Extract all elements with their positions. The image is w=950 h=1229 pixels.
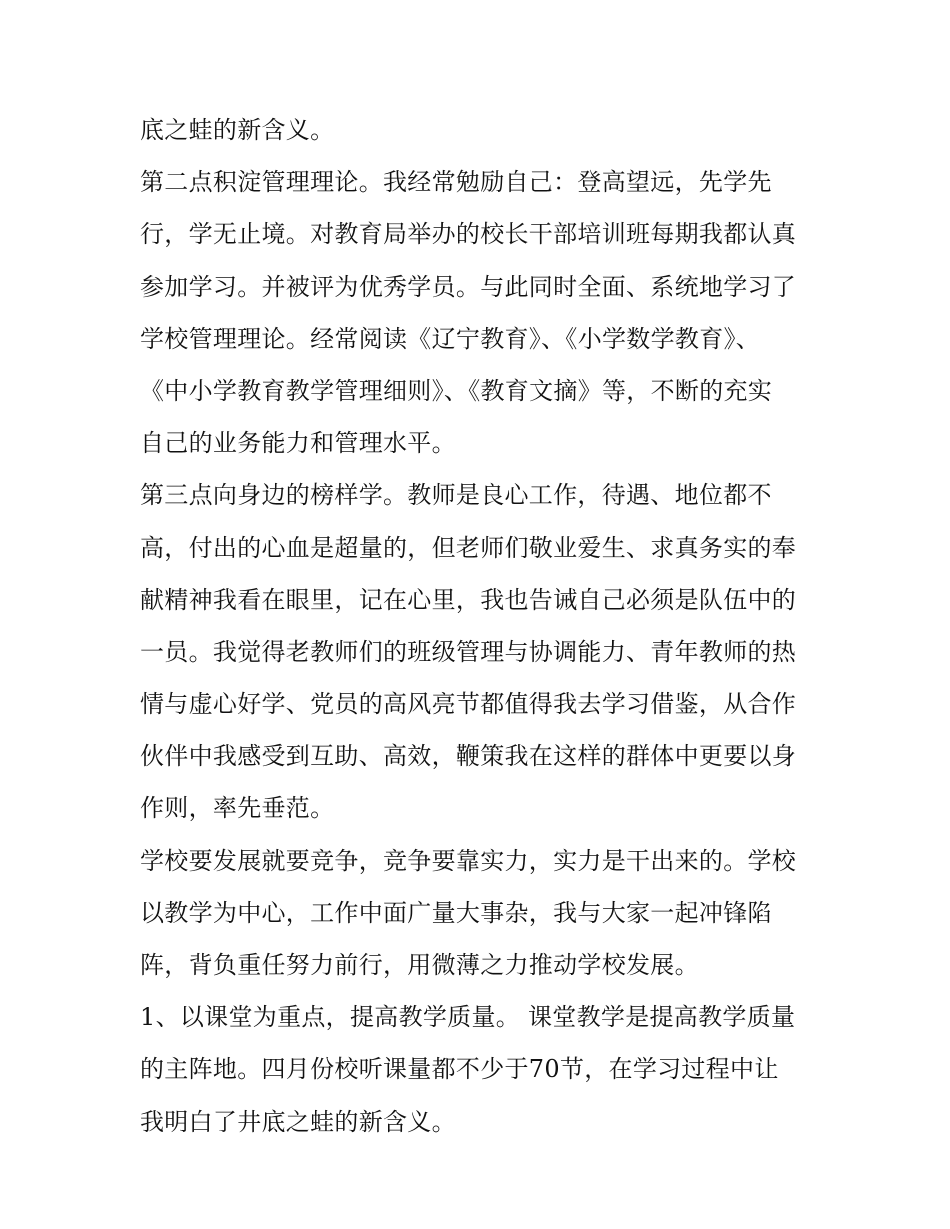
text-line: 参加学习。并被评为优秀学员。与此同时全面、系统地学习了 — [140, 272, 797, 301]
text-line: 自己的业务能力和管理水平。 — [140, 429, 456, 458]
text-line: 高，付出的心血是超量的，但老师们敬业爱生、求真务实的奉 — [140, 533, 797, 562]
text-line: 一员。我觉得老教师们的班级管理与协调能力、青年教师的热 — [140, 637, 797, 666]
text-line: 学校要发展就要竞争，竞争要靠实力，实力是干出来的。学校 — [140, 846, 797, 875]
text-line: 第三点向身边的榜样学。教师是良心工作，待遇、地位都不 — [140, 481, 772, 510]
text-line: 作则，率先垂范。 — [140, 794, 335, 823]
text-line: 1、以课堂为重点，提高教学质量。 课堂教学是提高教学质量 — [140, 1003, 796, 1032]
text-line: 底之蛙的新含义。 — [140, 116, 335, 144]
text-line: 献精神我看在眼里，记在心里，我也告诫自己必须是队伍中的 — [140, 585, 797, 614]
text-line: 阵，背负重任努力前行，用微薄之力推动学校发展。 — [140, 951, 699, 979]
text-line: 情与虚心好学、党员的高风亮节都值得我去学习借鉴，从合作 — [140, 690, 797, 719]
text-line: 伙伴中我感受到互助、高效，鞭策我在这样的群体中更要以身 — [140, 742, 797, 771]
text-line: 以教学为中心，工作中面广量大事杂，我与大家一起冲锋陷 — [140, 898, 772, 927]
text-line: 《中小学教育教学管理细则》、《教育文摘》等，不断的充实 — [140, 376, 773, 405]
text-line: 学校管理理论。经常阅读《辽宁教育》、《小学数学教育》、 — [140, 324, 761, 353]
text-line: 第二点积淀管理理论。我经常勉励自己：登高望远，先学先 — [140, 168, 772, 197]
document-body — [140, 104, 820, 1148]
text-line: 的主阵地。四月份校听课量都不少于70节，在学习过程中让 — [140, 1055, 779, 1084]
text-line: 行，学无止境。对教育局举办的校长干部培训班每期我都认真 — [140, 220, 797, 249]
text-line: 我明白了井底之蛙的新含义。 — [140, 1107, 456, 1136]
